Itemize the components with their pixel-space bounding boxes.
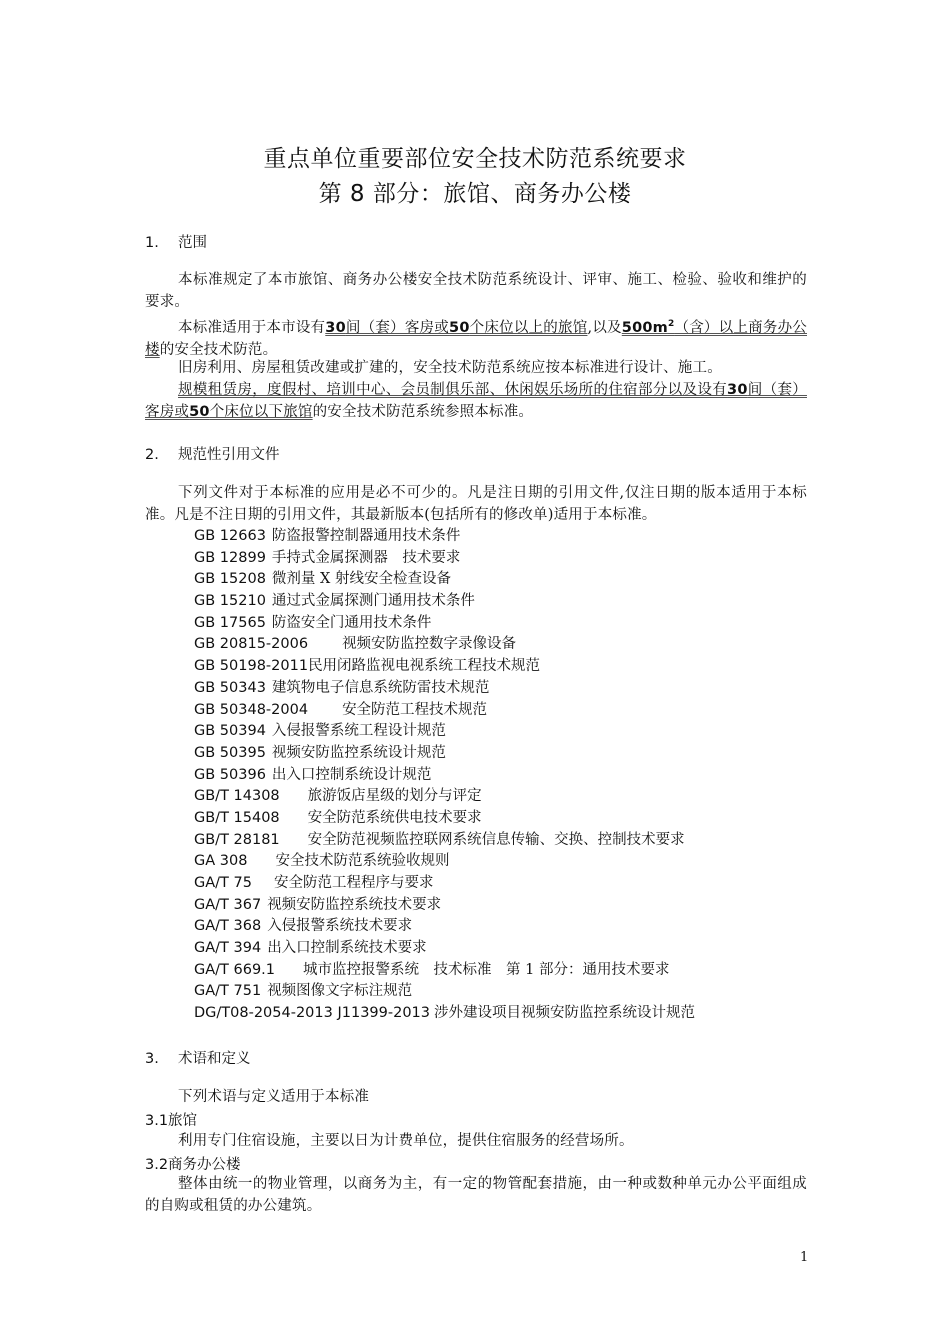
reference-code: GB/T 14308 [194, 788, 280, 805]
term-definition-office-building: 整体由统一的物业管理，以商务为主，有一定的物管配套措施，由一种或数种单元办公平面组成的自购或租赁的办公建筑。 [145, 1176, 807, 1214]
reference-code: GB 20815-2006 [194, 636, 309, 653]
reference-item [194, 548, 695, 570]
text-run: 个床位以上的旅馆 [469, 319, 588, 336]
term-definition-hotel: 利用专门住宿设施，主要以日为计费单位，提供住宿服务的经营场所。 [178, 1133, 634, 1149]
reference-item [194, 938, 695, 960]
reference-title: 出入口控制系统设计规范 [271, 766, 432, 783]
reference-item [194, 786, 695, 808]
reference-code: GB 50396 [194, 766, 266, 783]
reference-item [194, 721, 695, 743]
number-50: 50 [189, 404, 210, 420]
reference-code: DG/T08-2054-2013 J11399-2013 [194, 1005, 431, 1022]
reference-title: 入侵报警系统工程设计规范 [271, 723, 446, 740]
reference-code: GA/T 669.1 [194, 961, 276, 978]
section-heading-references [145, 443, 280, 464]
reference-title: 安全防范工程程序与要求 [273, 875, 434, 891]
reference-title: 涉外建设项目视频安防监控系统设计规范 [434, 1005, 696, 1022]
reference-code: GB 17565 [194, 614, 266, 631]
term-heading-hotel: 3.1旅馆 [145, 1113, 198, 1129]
reference-item [194, 895, 695, 917]
reference-item [194, 613, 695, 635]
reference-code: GB 15210 [194, 593, 266, 610]
reference-title: 安全防范系统供电技术要求 [307, 809, 482, 826]
reference-code: GA/T 367 [194, 896, 262, 913]
reference-title: 防盗报警控制器通用技术条件 [271, 528, 461, 544]
section-title: 规范性引用文件 [178, 447, 280, 463]
text-run: 间（套）客房或 [145, 382, 807, 420]
text-run: 个床位以下旅馆 [209, 404, 313, 420]
reference-item [194, 981, 695, 1003]
number-50: 50 [449, 319, 470, 336]
reference-item [194, 830, 695, 852]
text-run: 规模租赁房，度假村、培训中心、会员制俱乐部、休闲娱乐场所的住宿部分以及设有 [178, 382, 728, 398]
reference-title: 安全防范工程技术规范 [342, 701, 488, 718]
reference-code: GA/T 75 [194, 875, 252, 891]
section-number: 2. [145, 447, 159, 463]
reference-title: 防盗安全门通用技术条件 [271, 614, 432, 631]
reference-list [194, 526, 695, 1025]
number-30: 30 [325, 319, 346, 336]
reference-item [194, 765, 695, 787]
number-500m: 500m [621, 319, 668, 336]
text-run: （含）以上商务办公楼 [145, 319, 807, 358]
section-title: 术语和定义 [178, 1051, 251, 1067]
reference-item [194, 960, 695, 982]
reference-title: 城市监控报警系统 技术标准 第 1 部分：通用技术要求 [303, 961, 670, 978]
reference-code: GA/T 368 [194, 918, 262, 935]
reference-item [194, 1003, 695, 1025]
reference-item [194, 656, 695, 678]
reference-item [194, 569, 695, 591]
reference-code: GA/T 394 [194, 940, 262, 957]
reference-item [194, 916, 695, 938]
section-heading-terms [145, 1047, 251, 1068]
reference-code: GB 50198-2011 [194, 658, 309, 675]
term-heading-office-building: 3.2商务办公楼 [145, 1157, 241, 1173]
reference-item [194, 743, 695, 765]
reference-code: GB 12899 [194, 549, 266, 566]
reference-title: 安全技术防范系统验收规则 [275, 853, 450, 870]
reference-title: 视频图像文字标注规范 [267, 983, 413, 1000]
reference-code: GB 50395 [194, 744, 266, 761]
reference-title: 通过式金属探测门通用技术条件 [271, 593, 475, 610]
reference-item [194, 591, 695, 613]
reference-code: GA 308 [194, 853, 248, 870]
page-number: 1 [800, 1250, 809, 1265]
reference-item [194, 678, 695, 700]
reference-item [194, 700, 695, 722]
reference-title: 建筑物电子信息系统防雷技术规范 [271, 679, 490, 696]
reference-code: GB 50394 [194, 723, 266, 740]
reference-title: 旅游饭店星级的划分与评定 [307, 788, 482, 805]
section-number: 1. [145, 235, 159, 251]
reference-item [194, 634, 695, 656]
number-30: 30 [727, 382, 748, 398]
reference-title: 出入口控制系统技术要求 [267, 940, 427, 957]
text-run: 的安全技术防范系统参照本标准。 [312, 404, 534, 420]
scope-paragraph-3: 旧房利用、房屋租赁改建或扩建的，安全技术防范系统应按本标准进行设计、施工。 [178, 360, 722, 376]
reference-item [194, 526, 695, 548]
document-title: 重点单位重要部位安全技术防范系统要求 [263, 146, 687, 172]
reference-code: GB/T 15408 [194, 809, 280, 826]
reference-title: 视频安防监控系统技术要求 [267, 896, 442, 913]
references-intro: 下列文件对于本标准的应用是必不可少的。凡是注日期的引用文件,仅注日期的版本适用于本标准。凡是不注日期的引用文件，其最新版本(包括所有的修改单)适用于本标准。 [145, 485, 807, 523]
superscript-2: 2 [667, 319, 675, 329]
section-title: 范围 [178, 235, 207, 251]
reference-code: GB/T 28181 [194, 831, 280, 848]
reference-item [194, 808, 695, 830]
text-run: 本标准适用于本市设有 [178, 319, 326, 336]
reference-code: GB 12663 [194, 528, 266, 544]
reference-title: 安全防范视频监控联网系统信息传输、交换、控制技术要求 [307, 831, 685, 848]
scope-paragraph-2 [145, 313, 807, 361]
terms-intro: 下列术语与定义适用于本标准 [178, 1089, 370, 1105]
reference-title: 视频安防监控数字录像设备 [342, 636, 517, 653]
reference-title: 视频安防监控系统设计规范 [271, 744, 446, 761]
reference-code: GB 50348-2004 [194, 701, 309, 718]
reference-code: GB 50343 [194, 679, 266, 696]
reference-item [194, 851, 695, 873]
reference-title: 微剂量 X 射线安全检查设备 [271, 571, 451, 588]
text-run: ,以及 [587, 319, 622, 336]
scope-paragraph-4 [145, 379, 807, 423]
section-heading-scope [145, 231, 207, 252]
reference-code: GA/T 751 [194, 983, 262, 1000]
reference-title: 入侵报警系统技术要求 [267, 918, 413, 935]
reference-code: GB 15208 [194, 571, 266, 588]
reference-title: 民用闭路监视电视系统工程技术规范 [308, 658, 541, 675]
text-run: 间（套）客房或 [345, 319, 450, 336]
reference-title: 手持式金属探测器 技术要求 [271, 549, 461, 566]
scope-paragraph-1: 本标准规定了本市旅馆、商务办公楼安全技术防范系统设计、评审、施工、检验、验收和维护的要求。 [145, 272, 807, 310]
section-number: 3. [145, 1051, 159, 1067]
reference-item [194, 873, 695, 895]
text-run: 的安全技术防范。 [159, 341, 278, 358]
document-subtitle: 第 8 部分：旅馆、商务办公楼 [318, 181, 632, 207]
